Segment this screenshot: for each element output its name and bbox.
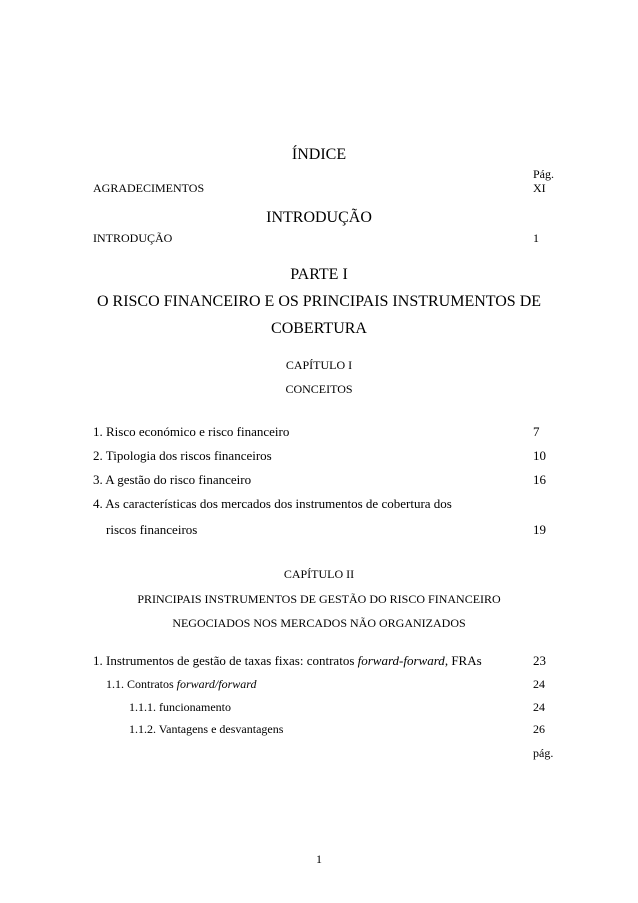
cap2-item-1-page: 23 xyxy=(533,653,546,668)
index-title: ÍNDICE xyxy=(291,146,347,163)
cap1-item-1-page: 7 xyxy=(533,424,540,439)
cap1-title: CAPÍTULO I xyxy=(285,358,353,372)
cap2-item-1-1-2-page: 26 xyxy=(533,722,545,736)
page-column-header: Pág. xyxy=(533,167,554,181)
cap2-item-1-1-page: 24 xyxy=(533,677,545,691)
parte-subtitle-line1: O RISCO FINANCEIRO E OS PRINCIPAIS INSTRUMENTOS DE xyxy=(96,293,542,310)
cap2-item-1-label: 1. Instrumentos de gestão de taxas fixas: contratos forward-forward, FRAs xyxy=(93,653,482,668)
cap1-item-1-label: 1. Risco económico e risco financeiro xyxy=(93,424,290,439)
footer-pag-label: pág. xyxy=(533,746,554,760)
cap2-subtitle-line2: NEGOCIADOS NOS MERCADOS NÃO ORGANIZADOS xyxy=(172,616,466,630)
cap2-item-1-1-2-label: 1.1.2. Vantagens e desvantagens xyxy=(129,722,284,736)
toc-introducao-label: INTRODUÇÃO xyxy=(93,231,173,245)
cap2-subtitle-line1: PRINCIPAIS INSTRUMENTOS DE GESTÃO DO RISCO FINANCEIRO xyxy=(137,592,501,606)
introducao-heading: INTRODUÇÃO xyxy=(266,209,372,226)
toc-introducao-page: 1 xyxy=(533,231,539,245)
cap2-item-1-1-label: 1.1. Contratos forward/forward xyxy=(106,677,257,691)
cap1-item-2-label: 2. Tipologia dos riscos financeiros xyxy=(93,448,272,463)
cap1-item-4-continuation: riscos financeiros xyxy=(106,522,198,537)
cap1-item-3-label: 3. A gestão do risco financeiro xyxy=(93,472,252,487)
toc-agradecimentos-label: AGRADECIMENTOS xyxy=(93,181,205,195)
cap2-title: CAPÍTULO II xyxy=(283,567,355,581)
cap2-item-1-1-1-label: 1.1.1. funcionamento xyxy=(129,700,231,714)
cap2-item-1-1-1-page: 24 xyxy=(533,700,545,714)
cap1-item-3-page: 16 xyxy=(533,472,546,487)
cap1-item-4-page: 19 xyxy=(533,522,546,537)
cap1-item-2-page: 10 xyxy=(533,448,546,463)
page-number: 1 xyxy=(316,852,322,866)
cap1-subtitle: CONCEITOS xyxy=(285,382,353,396)
cap1-item-4-label: 4. As características dos mercados dos instrumentos de cobertura dos xyxy=(93,496,452,511)
parte-title: PARTE I xyxy=(290,266,348,283)
toc-agradecimentos-page: XI xyxy=(533,181,546,195)
parte-subtitle-line2: COBERTURA xyxy=(271,320,367,337)
